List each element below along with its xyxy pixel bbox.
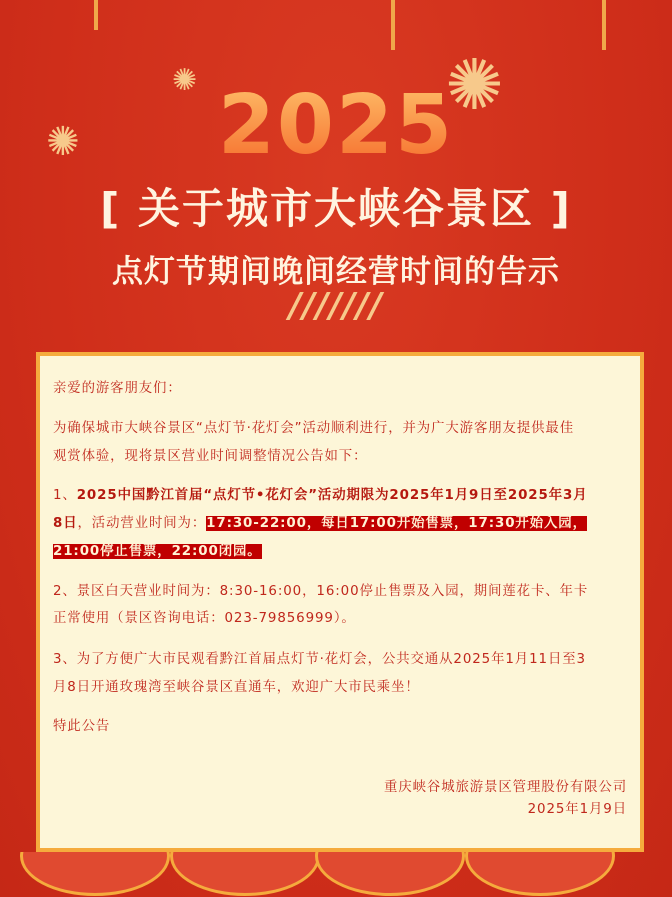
lantern-arc-icon	[465, 852, 615, 896]
slash-decoration: ///////	[289, 286, 383, 326]
lantern-string-icon	[602, 0, 606, 50]
date: 2025年1月9日	[527, 802, 627, 817]
item1-highlight: 17:30-22:00，每日17:00开始售票，17:30开始入园，	[206, 516, 587, 531]
closing: 特此公告	[53, 719, 111, 734]
lantern-string-icon	[94, 0, 98, 30]
item1-prefix: 1、	[53, 488, 77, 503]
title-line-1: [ 关于城市大峡谷景区 ]	[100, 184, 572, 233]
intro-line: 观赏体验，现将景区营业时间调整情况公告如下：	[53, 449, 368, 464]
item1-bold: 2025中国黔江首届“点灯节•花灯会”活动期限为2025年1月9日至2025年3月	[76, 488, 588, 503]
bottom-decoration	[0, 852, 672, 897]
signature: 重庆峡谷城旅游景区管理股份有限公司	[384, 780, 627, 795]
title-line-2: 点灯节期间晚间经营时间的告示	[112, 254, 560, 290]
firework-icon: ✺	[46, 119, 80, 165]
firework-icon: ✺	[172, 63, 198, 98]
item1-line	[53, 512, 587, 531]
lantern-string-icon	[391, 0, 395, 50]
greeting: 亲爱的游客朋友们：	[53, 381, 182, 396]
firework-icon: ✺	[445, 44, 504, 126]
lantern-arc-icon	[170, 852, 320, 896]
notice-card	[36, 352, 644, 852]
item2-line: 2、景区白天营业时间为：8:30-16:00，16:00停止售票及入园，期间莲花卡、年卡	[53, 584, 589, 599]
lantern-arc-icon	[315, 852, 465, 896]
lantern-arc-icon	[20, 852, 170, 896]
item2-line: 正常使用（景区咨询电话：023-79856999）。	[53, 611, 356, 626]
item3-line: 3、为了方便广大市民观看黔江首届点灯节·花灯会，公共交通从2025年1月11日至3	[53, 652, 586, 667]
year-heading: 2025	[130, 78, 542, 173]
item1-highlight: 21:00停止售票，22:00闭园。	[53, 544, 262, 559]
item3-line: 月8日开通玫瑰湾至峡谷景区直通车，欢迎广大市民乘坐！	[53, 680, 420, 695]
item1-line	[53, 540, 262, 559]
item1-text: ，活动营业时间为：	[77, 516, 207, 531]
item1-bold: 8日	[53, 516, 78, 531]
item1-line	[53, 484, 588, 503]
intro-line: 为确保城市大峡谷景区“点灯节·花灯会”活动顺利进行，并为广大游客朋友提供最佳	[53, 421, 574, 436]
